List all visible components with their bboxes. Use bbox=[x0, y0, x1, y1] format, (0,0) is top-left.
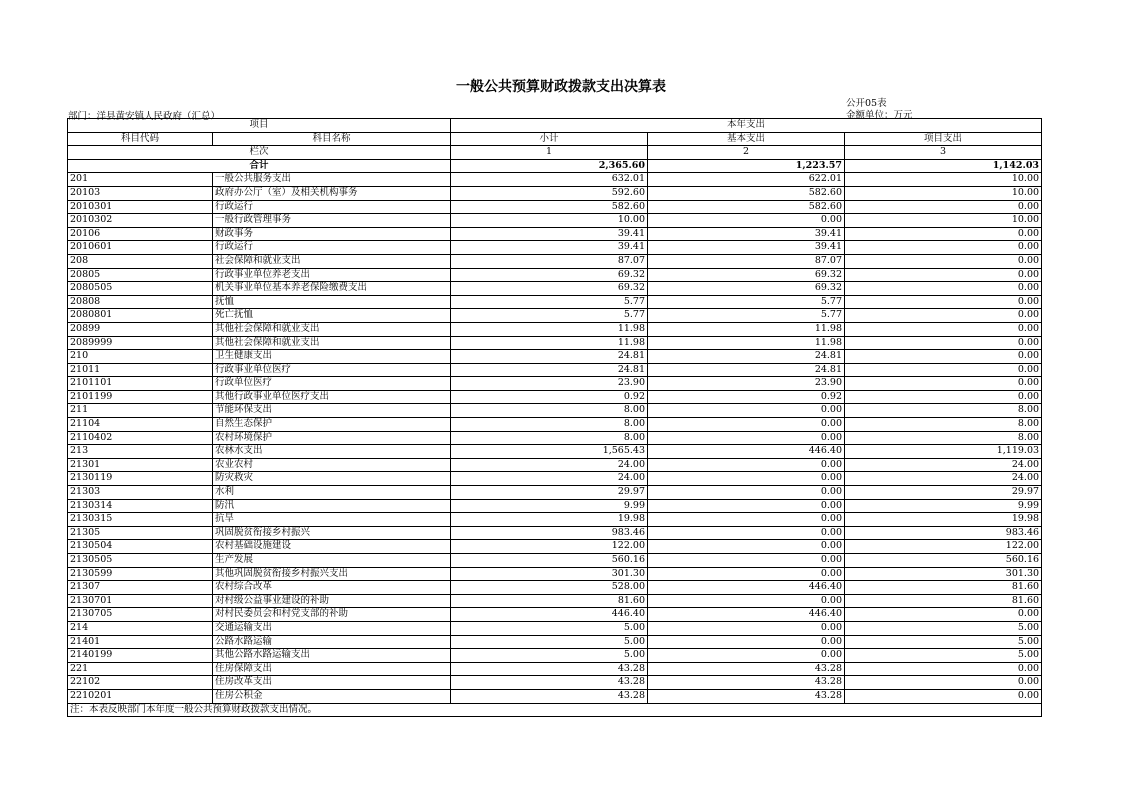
row-project: 0.00 bbox=[845, 241, 1042, 255]
table-row bbox=[68, 227, 1042, 241]
row-project: 5.00 bbox=[845, 621, 1042, 635]
row-name: 行政运行 bbox=[213, 200, 451, 214]
row-project: 0.00 bbox=[845, 377, 1042, 391]
row-subtotal: 5.00 bbox=[451, 649, 648, 663]
row-project: 0.00 bbox=[845, 662, 1042, 676]
row-basic: 39.41 bbox=[648, 227, 845, 241]
table-row bbox=[68, 214, 1042, 228]
row-code: 2010302 bbox=[68, 214, 213, 228]
row-code: 2101101 bbox=[68, 377, 213, 391]
table-row bbox=[68, 241, 1042, 255]
row-name: 行政事业单位医疗 bbox=[213, 363, 451, 377]
row-subtotal: 8.00 bbox=[451, 418, 648, 432]
header-item: 项目 bbox=[68, 119, 451, 133]
table-row bbox=[68, 309, 1042, 323]
header-basic: 基本支出 bbox=[648, 132, 845, 146]
row-basic: 23.90 bbox=[648, 377, 845, 391]
row-basic: 0.92 bbox=[648, 390, 845, 404]
row-code: 20808 bbox=[68, 295, 213, 309]
row-name: 抚恤 bbox=[213, 295, 451, 309]
row-basic: 43.28 bbox=[648, 676, 845, 690]
row-subtotal: 39.41 bbox=[451, 227, 648, 241]
table-row bbox=[68, 649, 1042, 663]
row-subtotal: 23.90 bbox=[451, 377, 648, 391]
row-basic: 0.00 bbox=[648, 404, 845, 418]
table-row bbox=[68, 322, 1042, 336]
row-project: 8.00 bbox=[845, 404, 1042, 418]
total-row bbox=[68, 159, 1042, 173]
row-code: 20106 bbox=[68, 227, 213, 241]
row-basic: 24.81 bbox=[648, 363, 845, 377]
row-project: 19.98 bbox=[845, 513, 1042, 527]
row-project: 0.00 bbox=[845, 350, 1042, 364]
table-row bbox=[68, 295, 1042, 309]
row-name: 行政运行 bbox=[213, 241, 451, 255]
row-name: 水利 bbox=[213, 486, 451, 500]
row-project: 0.00 bbox=[845, 200, 1042, 214]
row-project: 0.00 bbox=[845, 322, 1042, 336]
row-name: 防汛 bbox=[213, 499, 451, 513]
header-current-year: 本年支出 bbox=[451, 119, 1042, 133]
row-name: 其他公路水路运输支出 bbox=[213, 649, 451, 663]
row-code: 2089999 bbox=[68, 336, 213, 350]
row-subtotal: 43.28 bbox=[451, 676, 648, 690]
row-code: 21401 bbox=[68, 635, 213, 649]
row-subtotal: 5.77 bbox=[451, 309, 648, 323]
row-subtotal: 29.97 bbox=[451, 486, 648, 500]
row-subtotal: 582.60 bbox=[451, 200, 648, 214]
row-code: 2080801 bbox=[68, 309, 213, 323]
expenditure-table bbox=[67, 118, 1042, 717]
row-subtotal: 446.40 bbox=[451, 608, 648, 622]
row-subtotal: 5.77 bbox=[451, 295, 648, 309]
row-name: 住房公积金 bbox=[213, 689, 451, 703]
row-code: 21307 bbox=[68, 581, 213, 595]
row-code: 2101199 bbox=[68, 390, 213, 404]
row-name: 农村环境保护 bbox=[213, 431, 451, 445]
row-basic: 11.98 bbox=[648, 336, 845, 350]
table-row bbox=[68, 254, 1042, 268]
row-code: 208 bbox=[68, 254, 213, 268]
row-basic: 5.77 bbox=[648, 309, 845, 323]
row-name: 节能环保支出 bbox=[213, 404, 451, 418]
header-project: 项目支出 bbox=[845, 132, 1042, 146]
row-subtotal: 983.46 bbox=[451, 526, 648, 540]
row-code: 2130701 bbox=[68, 594, 213, 608]
row-basic: 0.00 bbox=[648, 214, 845, 228]
row-subtotal: 1,565.43 bbox=[451, 445, 648, 459]
row-code: 21301 bbox=[68, 458, 213, 472]
table-note: 注：本表反映部门本年度一般公共预算财政拨款支出情况。 bbox=[68, 703, 1042, 717]
row-subtotal: 8.00 bbox=[451, 404, 648, 418]
header-subtotal: 小计 bbox=[451, 132, 648, 146]
form-number: 公开05表 bbox=[846, 98, 887, 109]
row-name: 生产发展 bbox=[213, 554, 451, 568]
row-basic: 0.00 bbox=[648, 594, 845, 608]
table-row bbox=[68, 594, 1042, 608]
total-label: 合计 bbox=[68, 159, 451, 173]
row-subtotal: 8.00 bbox=[451, 431, 648, 445]
row-subtotal: 11.98 bbox=[451, 336, 648, 350]
row-basic: 0.00 bbox=[648, 635, 845, 649]
lanci-label: 栏次 bbox=[68, 146, 451, 160]
row-name: 行政事业单位养老支出 bbox=[213, 268, 451, 282]
row-basic: 0.00 bbox=[648, 499, 845, 513]
table-row bbox=[68, 486, 1042, 500]
row-basic: 446.40 bbox=[648, 608, 845, 622]
table-row bbox=[68, 567, 1042, 581]
table-row bbox=[68, 621, 1042, 635]
row-name: 行政单位医疗 bbox=[213, 377, 451, 391]
row-project: 0.00 bbox=[845, 254, 1042, 268]
row-basic: 0.00 bbox=[648, 472, 845, 486]
row-name: 对村民委员会和村党支部的补助 bbox=[213, 608, 451, 622]
header-name: 科目名称 bbox=[213, 132, 451, 146]
row-basic: 0.00 bbox=[648, 649, 845, 663]
row-name: 交通运输支出 bbox=[213, 621, 451, 635]
row-basic: 0.00 bbox=[648, 554, 845, 568]
row-name: 农村基础设施建设 bbox=[213, 540, 451, 554]
row-basic: 0.00 bbox=[648, 458, 845, 472]
row-name: 农业农村 bbox=[213, 458, 451, 472]
row-code: 22102 bbox=[68, 676, 213, 690]
row-basic: 69.32 bbox=[648, 282, 845, 296]
row-basic: 0.00 bbox=[648, 540, 845, 554]
row-project: 0.00 bbox=[845, 336, 1042, 350]
table-row bbox=[68, 268, 1042, 282]
row-name: 住房改革支出 bbox=[213, 676, 451, 690]
row-project: 0.00 bbox=[845, 689, 1042, 703]
row-basic: 0.00 bbox=[648, 486, 845, 500]
row-project: 0.00 bbox=[845, 363, 1042, 377]
row-project: 81.60 bbox=[845, 594, 1042, 608]
total-subtotal: 2,365.60 bbox=[451, 159, 648, 173]
row-code: 2130314 bbox=[68, 499, 213, 513]
row-subtotal: 69.32 bbox=[451, 268, 648, 282]
table-row bbox=[68, 635, 1042, 649]
row-subtotal: 24.00 bbox=[451, 458, 648, 472]
row-code: 2130119 bbox=[68, 472, 213, 486]
table-row bbox=[68, 186, 1042, 200]
row-subtotal: 632.01 bbox=[451, 173, 648, 187]
row-project: 24.00 bbox=[845, 458, 1042, 472]
row-subtotal: 5.00 bbox=[451, 621, 648, 635]
table-row bbox=[68, 363, 1042, 377]
row-code: 20805 bbox=[68, 268, 213, 282]
row-name: 死亡抚恤 bbox=[213, 309, 451, 323]
table-row bbox=[68, 540, 1042, 554]
row-name: 机关事业单位基本养老保险缴费支出 bbox=[213, 282, 451, 296]
row-subtotal: 19.98 bbox=[451, 513, 648, 527]
row-code: 2080505 bbox=[68, 282, 213, 296]
table-row bbox=[68, 404, 1042, 418]
table-row bbox=[68, 350, 1042, 364]
row-name: 防灾救灾 bbox=[213, 472, 451, 486]
row-subtotal: 24.81 bbox=[451, 363, 648, 377]
table-row bbox=[68, 662, 1042, 676]
table-row bbox=[68, 608, 1042, 622]
table-row bbox=[68, 499, 1042, 513]
row-basic: 446.40 bbox=[648, 445, 845, 459]
row-basic: 0.00 bbox=[648, 567, 845, 581]
row-project: 10.00 bbox=[845, 214, 1042, 228]
row-project: 5.00 bbox=[845, 635, 1042, 649]
row-code: 2210201 bbox=[68, 689, 213, 703]
row-subtotal: 592.60 bbox=[451, 186, 648, 200]
row-code: 214 bbox=[68, 621, 213, 635]
amount-unit: 金额单位：万元 bbox=[846, 110, 913, 121]
row-name: 其他社会保障和就业支出 bbox=[213, 322, 451, 336]
row-subtotal: 43.28 bbox=[451, 689, 648, 703]
row-name: 卫生健康支出 bbox=[213, 350, 451, 364]
row-subtotal: 81.60 bbox=[451, 594, 648, 608]
row-project: 0.00 bbox=[845, 268, 1042, 282]
table-row bbox=[68, 513, 1042, 527]
row-project: 81.60 bbox=[845, 581, 1042, 595]
row-code: 2130504 bbox=[68, 540, 213, 554]
table-row bbox=[68, 676, 1042, 690]
note-row bbox=[68, 703, 1042, 717]
row-project: 983.46 bbox=[845, 526, 1042, 540]
row-subtotal: 43.28 bbox=[451, 662, 648, 676]
table-row bbox=[68, 472, 1042, 486]
row-project: 0.00 bbox=[845, 227, 1042, 241]
row-subtotal: 39.41 bbox=[451, 241, 648, 255]
row-name: 财政事务 bbox=[213, 227, 451, 241]
row-code: 213 bbox=[68, 445, 213, 459]
row-subtotal: 5.00 bbox=[451, 635, 648, 649]
row-code: 2130505 bbox=[68, 554, 213, 568]
table-row bbox=[68, 689, 1042, 703]
row-subtotal: 69.32 bbox=[451, 282, 648, 296]
row-project: 0.00 bbox=[845, 676, 1042, 690]
table-row bbox=[68, 173, 1042, 187]
row-subtotal: 24.00 bbox=[451, 472, 648, 486]
row-project: 560.16 bbox=[845, 554, 1042, 568]
row-project: 10.00 bbox=[845, 173, 1042, 187]
row-name: 政府办公厅（室）及相关机构事务 bbox=[213, 186, 451, 200]
row-project: 24.00 bbox=[845, 472, 1042, 486]
table-row bbox=[68, 390, 1042, 404]
row-subtotal: 24.81 bbox=[451, 350, 648, 364]
table-row bbox=[68, 581, 1042, 595]
row-subtotal: 528.00 bbox=[451, 581, 648, 595]
total-project: 1,142.03 bbox=[845, 159, 1042, 173]
table-row bbox=[68, 200, 1042, 214]
table-row bbox=[68, 377, 1042, 391]
row-subtotal: 122.00 bbox=[451, 540, 648, 554]
col-number-2: 2 bbox=[648, 146, 845, 160]
row-subtotal: 0.92 bbox=[451, 390, 648, 404]
row-code: 20899 bbox=[68, 322, 213, 336]
row-code: 201 bbox=[68, 173, 213, 187]
row-code: 2130705 bbox=[68, 608, 213, 622]
row-project: 10.00 bbox=[845, 186, 1042, 200]
header-row-1 bbox=[68, 119, 1042, 133]
report-title: 一般公共预算财政拨款支出决算表 bbox=[456, 79, 666, 95]
row-code: 2130315 bbox=[68, 513, 213, 527]
table-row bbox=[68, 554, 1042, 568]
row-subtotal: 9.99 bbox=[451, 499, 648, 513]
row-code: 21011 bbox=[68, 363, 213, 377]
column-number-row bbox=[68, 146, 1042, 160]
row-code: 2130599 bbox=[68, 567, 213, 581]
row-subtotal: 87.07 bbox=[451, 254, 648, 268]
row-project: 8.00 bbox=[845, 431, 1042, 445]
row-name: 一般行政管理事务 bbox=[213, 214, 451, 228]
row-basic: 0.00 bbox=[648, 526, 845, 540]
row-name: 抗旱 bbox=[213, 513, 451, 527]
row-basic: 0.00 bbox=[648, 513, 845, 527]
row-name: 社会保障和就业支出 bbox=[213, 254, 451, 268]
row-basic: 43.28 bbox=[648, 689, 845, 703]
row-name: 其他行政事业单位医疗支出 bbox=[213, 390, 451, 404]
header-row-2 bbox=[68, 132, 1042, 146]
row-name: 一般公共服务支出 bbox=[213, 173, 451, 187]
row-project: 1,119.03 bbox=[845, 445, 1042, 459]
table-row bbox=[68, 336, 1042, 350]
row-name: 自然生态保护 bbox=[213, 418, 451, 432]
row-project: 9.99 bbox=[845, 499, 1042, 513]
row-subtotal: 11.98 bbox=[451, 322, 648, 336]
row-code: 21305 bbox=[68, 526, 213, 540]
row-code: 21104 bbox=[68, 418, 213, 432]
row-project: 0.00 bbox=[845, 608, 1042, 622]
row-name: 其他巩固脱贫衔接乡村振兴支出 bbox=[213, 567, 451, 581]
row-project: 0.00 bbox=[845, 295, 1042, 309]
row-basic: 446.40 bbox=[648, 581, 845, 595]
row-project: 0.00 bbox=[845, 390, 1042, 404]
row-code: 211 bbox=[68, 404, 213, 418]
row-project: 8.00 bbox=[845, 418, 1042, 432]
row-code: 20103 bbox=[68, 186, 213, 200]
row-project: 301.30 bbox=[845, 567, 1042, 581]
table-row bbox=[68, 282, 1042, 296]
row-code: 21303 bbox=[68, 486, 213, 500]
row-name: 农林水支出 bbox=[213, 445, 451, 459]
col-number-3: 3 bbox=[845, 146, 1042, 160]
table-row bbox=[68, 418, 1042, 432]
row-project: 5.00 bbox=[845, 649, 1042, 663]
row-subtotal: 10.00 bbox=[451, 214, 648, 228]
row-project: 122.00 bbox=[845, 540, 1042, 554]
row-basic: 582.60 bbox=[648, 200, 845, 214]
header-code: 科目代码 bbox=[68, 132, 213, 146]
row-code: 2010301 bbox=[68, 200, 213, 214]
row-project: 29.97 bbox=[845, 486, 1042, 500]
row-basic: 69.32 bbox=[648, 268, 845, 282]
total-basic: 1,223.57 bbox=[648, 159, 845, 173]
row-subtotal: 560.16 bbox=[451, 554, 648, 568]
row-basic: 87.07 bbox=[648, 254, 845, 268]
row-basic: 622.01 bbox=[648, 173, 845, 187]
table-row bbox=[68, 431, 1042, 445]
table-row bbox=[68, 458, 1042, 472]
row-name: 对村级公益事业建设的补助 bbox=[213, 594, 451, 608]
row-code: 2010601 bbox=[68, 241, 213, 255]
row-basic: 24.81 bbox=[648, 350, 845, 364]
table-row bbox=[68, 526, 1042, 540]
table-row bbox=[68, 445, 1042, 459]
department-label: 部门：洋县黄安镇人民政府（汇总） bbox=[68, 111, 221, 122]
row-basic: 5.77 bbox=[648, 295, 845, 309]
row-subtotal: 301.30 bbox=[451, 567, 648, 581]
row-code: 2140199 bbox=[68, 649, 213, 663]
row-basic: 43.28 bbox=[648, 662, 845, 676]
row-name: 公路水路运输 bbox=[213, 635, 451, 649]
row-basic: 582.60 bbox=[648, 186, 845, 200]
row-name: 住房保障支出 bbox=[213, 662, 451, 676]
row-basic: 0.00 bbox=[648, 621, 845, 635]
row-name: 巩固脱贫衔接乡村振兴 bbox=[213, 526, 451, 540]
row-project: 0.00 bbox=[845, 309, 1042, 323]
row-basic: 11.98 bbox=[648, 322, 845, 336]
row-basic: 0.00 bbox=[648, 431, 845, 445]
row-project: 0.00 bbox=[845, 282, 1042, 296]
row-name: 农村综合改革 bbox=[213, 581, 451, 595]
row-basic: 0.00 bbox=[648, 418, 845, 432]
row-basic: 39.41 bbox=[648, 241, 845, 255]
row-name: 其他社会保障和就业支出 bbox=[213, 336, 451, 350]
col-number-1: 1 bbox=[451, 146, 648, 160]
row-code: 2110402 bbox=[68, 431, 213, 445]
row-code: 221 bbox=[68, 662, 213, 676]
row-code: 210 bbox=[68, 350, 213, 364]
